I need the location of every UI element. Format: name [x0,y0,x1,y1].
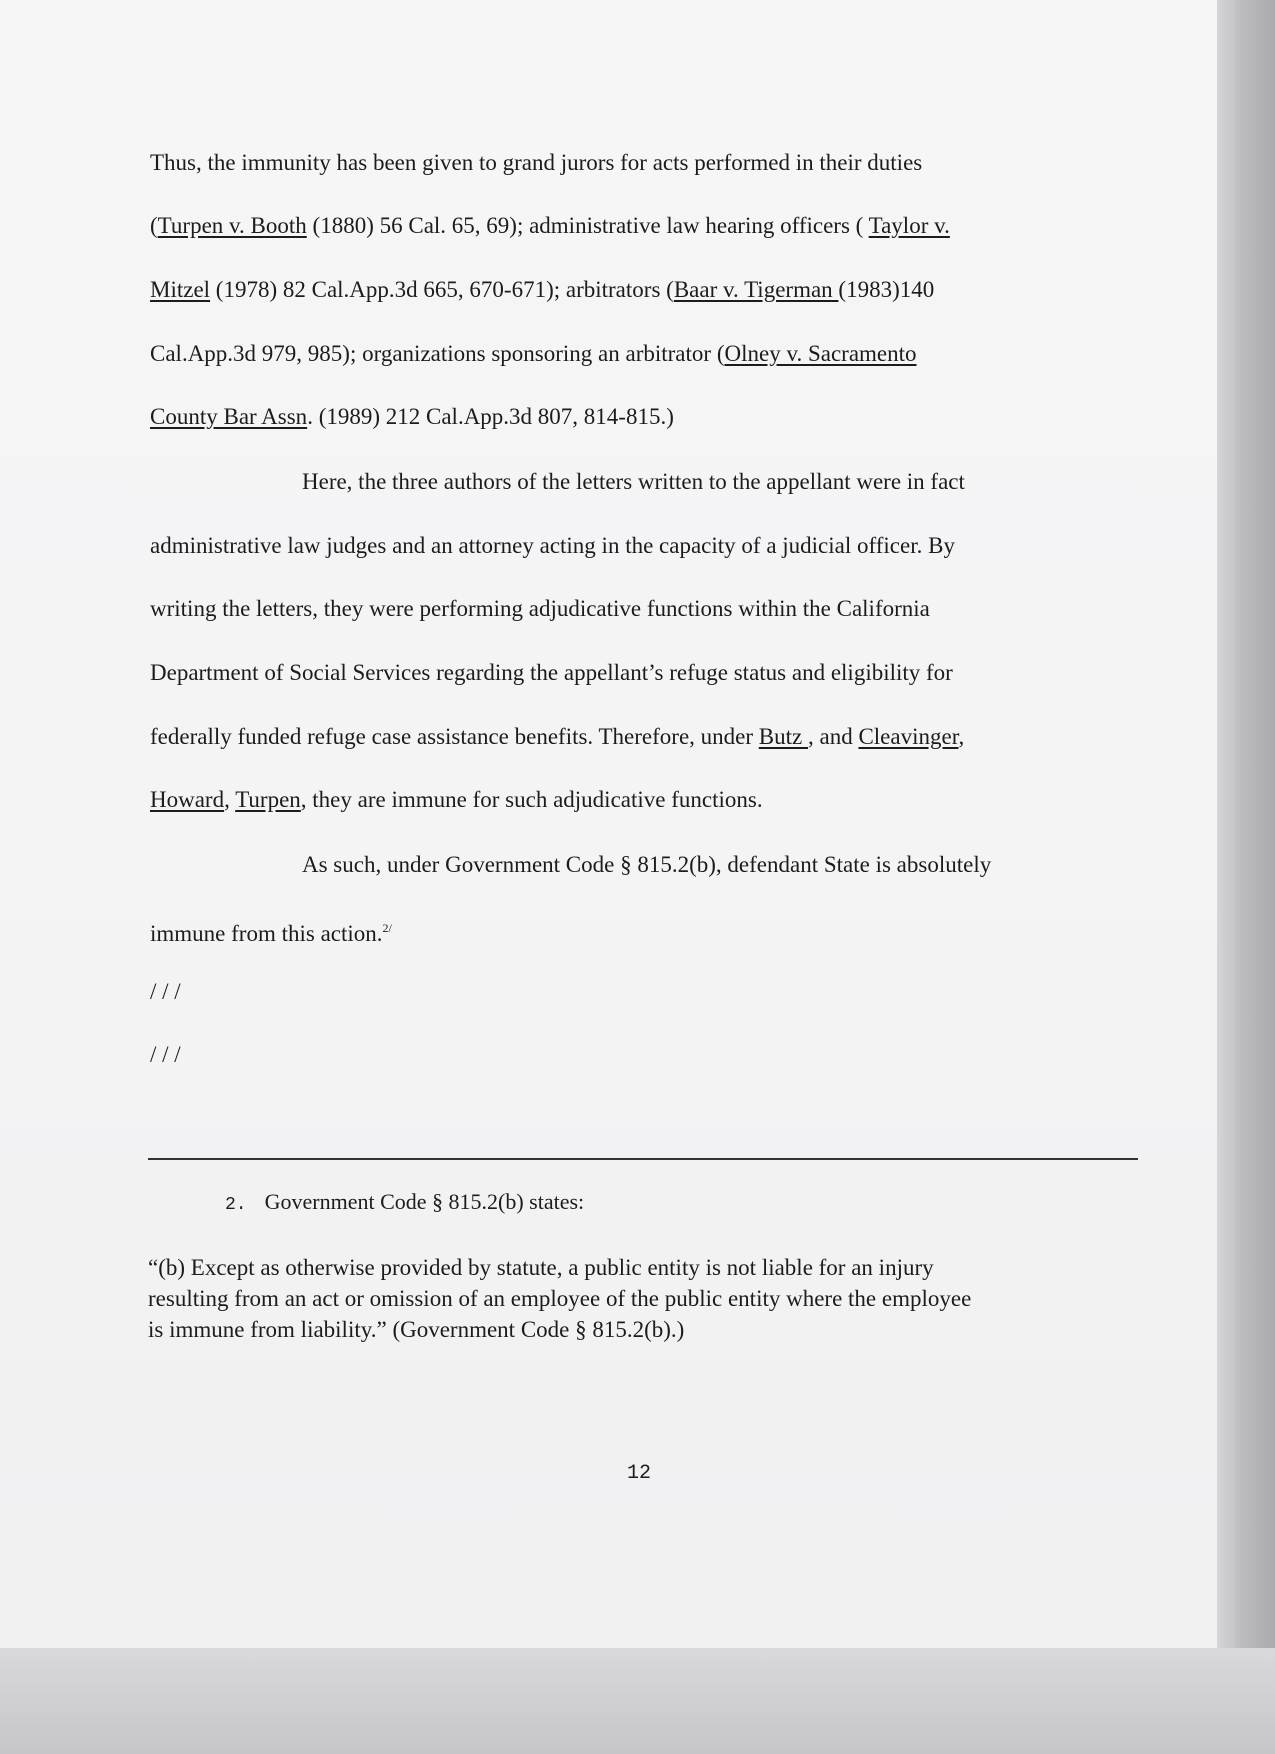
text-span: immune from this action. [150,921,383,946]
footnote-reference[interactable]: 2/ [382,921,392,935]
text-span: Thus, the immunity has been given to grand jurors for acts performed in their duties [150,150,923,175]
text-span: Cal.App.3d 979, 985); organizations sponsoring an arbitrator ( [150,341,725,366]
text-span: writing the letters, they were performing adjudicative functions within the California [150,596,930,621]
footnote-quote-line: resulting from an act or omission of an employee of the public entity where the employee [148,1286,972,1311]
paragraph2-line1 [302,468,1275,496]
case-citation: Turpen v. Booth [157,213,307,238]
paragraph3-line1 [302,851,1275,879]
text-span: As such, under Government Code § 815.2(b), defendant State is absolutely [302,852,992,877]
paragraph1-line1 [150,149,1140,177]
paragraph2-line2 [150,532,1140,560]
text-span: (1983)140 [838,277,935,302]
text-span: Government Code § 815.2(b) states: [264,1189,585,1214]
paragraph1-line2: (Turpen v. Booth (1880) 56 Cal. 65, 69); administrative law hearing officers ( Taylor v. [150,213,950,238]
case-citation: Mitzel [150,277,211,302]
case-citation: Olney v. Sacramento [724,341,917,366]
paragraph2-line5 [150,723,1140,751]
text-span: (1978) 82 Cal.App.3d 665, 670-671); arbitrators ( [210,277,674,302]
footnote-quote-line: is immune from liability.” (Government Code § 815.2(b).) [148,1317,685,1342]
text-span: administrative law judges and an attorney acting in the capacity of a judicial officer. By [150,533,955,558]
text-span: federally funded refuge case assistance benefits. Therefore, under [150,724,759,749]
case-citation: Howard [150,787,225,812]
text-span: , and [807,724,859,749]
page-number: 12 [627,1462,652,1485]
text-span: , [958,724,965,749]
paragraph1-line5 [150,403,1140,431]
case-citation: Butz [758,724,808,749]
text-span: (1880) 56 Cal. 65, 69); administrative law hearing officers ( [306,213,869,238]
page-bottom-shadow [0,1648,1275,1754]
footnote-quote [148,1252,1138,1345]
text-span: , [224,787,236,812]
text-span: / / / [150,1042,181,1067]
text-span: / / / [150,979,181,1004]
footnote-number: 2. [225,1195,247,1215]
text-span: . (1989) 212 Cal.App.3d 807, 814-815.) [307,404,674,429]
paragraph1-line4 [150,340,1140,368]
footnote-heading [225,1188,584,1219]
case-citation: Cleavinger [858,724,959,749]
paragraph1-line3 [150,276,1140,304]
footnote-quote-line: “(b) Except as otherwise provided by statute, a public entity is not liable for an injury [148,1255,934,1280]
case-citation: Baar v. Tigerman [673,277,839,302]
text-span: Department of Social Services regarding the appellant’s refuge status and eligibility for [150,660,953,685]
separator-2 [150,1041,1140,1069]
text-span: Here, the three authors of the letters written to the appellant were in fact [302,469,965,494]
paragraph2-line3 [150,595,1140,623]
paragraph3-line2 [150,914,1140,948]
case-citation: Taylor v. [868,213,950,238]
case-citation: Turpen [235,787,301,812]
footnote-rule [148,1158,1138,1160]
text-span: , they are immune for such adjudicative functions. [300,787,763,812]
paragraph2-line6 [150,786,1140,814]
paragraph2-line4 [150,659,1140,687]
case-citation: County Bar Assn [150,404,308,429]
separator-1 [150,978,1140,1006]
